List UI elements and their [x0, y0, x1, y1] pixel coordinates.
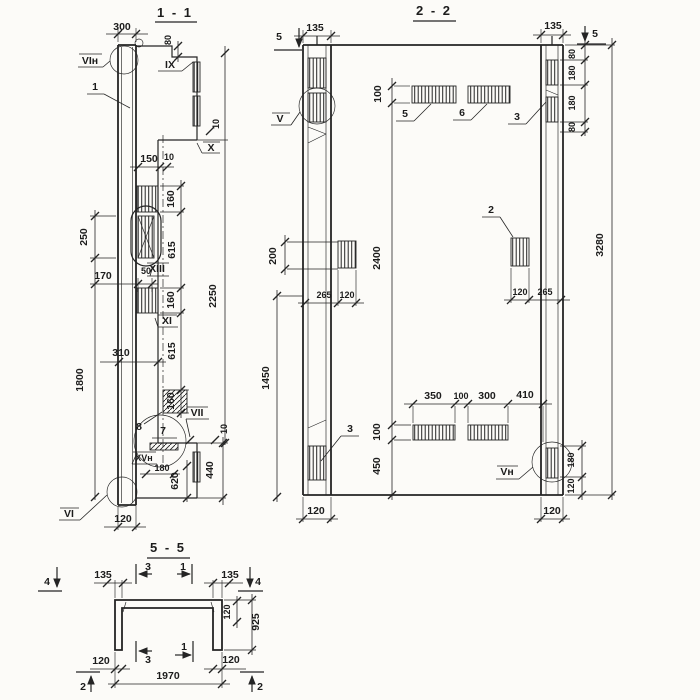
- marker-5-label: 5: [592, 28, 598, 40]
- dim-615-b: 615: [166, 342, 178, 360]
- marker-2-label: 2: [80, 681, 86, 693]
- dim-1970: 1970: [156, 670, 180, 682]
- dim-265-left: 265: [316, 290, 332, 300]
- label-XIII: XIII: [149, 263, 165, 275]
- dim-100-top: 100: [372, 85, 384, 103]
- label-XI: XI: [162, 315, 172, 327]
- dim-10-bottom: 10: [219, 423, 229, 435]
- dim-120-right: 120: [512, 287, 528, 297]
- dim-120-bottom-left: 120: [92, 655, 110, 667]
- section-marker-1-top: [177, 561, 192, 584]
- marker-2-label: 2: [257, 681, 263, 693]
- dim-410: 410: [516, 389, 534, 401]
- dim-150: 150: [140, 153, 158, 165]
- section-marker-1-bottom: [175, 641, 193, 662]
- section-marker-3-top: [136, 561, 152, 584]
- callout-1: 1: [92, 81, 98, 93]
- dim-120-right: 120: [222, 604, 232, 620]
- section-marker-4-right: [238, 567, 263, 591]
- label-VI: VI: [64, 508, 74, 520]
- callout-2: 2: [488, 204, 494, 216]
- dim-120-bottom-right: 120: [566, 478, 576, 494]
- dim-1800: 1800: [74, 368, 86, 392]
- corner-mark: [123, 602, 126, 612]
- dim-135-right: 135: [221, 569, 239, 581]
- dim-300: 300: [113, 21, 131, 33]
- section-marker-2-right: [240, 672, 264, 693]
- marker-5-label: 5: [276, 31, 282, 43]
- dim-135-left: 135: [94, 569, 112, 581]
- wall-outline: [118, 39, 143, 505]
- callout-8: 8: [136, 421, 142, 433]
- callout-3-top: 3: [514, 111, 520, 123]
- dim-50: 50: [140, 266, 152, 276]
- leader-lines: [271, 102, 546, 479]
- section-5-5: [38, 540, 264, 693]
- dim-620: 620: [169, 472, 181, 490]
- label-XVn: XVн: [135, 453, 153, 463]
- dim-100-mid: 100: [453, 391, 469, 401]
- section-5-5-title: 5 - 5: [149, 540, 187, 555]
- dim-2250: 2250: [207, 284, 219, 308]
- dim-80-a: 80: [567, 48, 577, 60]
- callout-5: 5: [402, 108, 408, 120]
- section-marker-5-left: [274, 28, 302, 50]
- dim-120-bottom-right: 120: [222, 654, 240, 666]
- section-marker-3-bottom: [136, 641, 152, 666]
- marker-1-label: 1: [180, 561, 186, 573]
- dim-265-right: 265: [537, 287, 553, 297]
- dim-160-a: 160: [165, 190, 177, 208]
- dim-100-bottom: 100: [371, 423, 383, 441]
- marker-4-label: 4: [44, 576, 50, 588]
- dim-120: 120: [114, 513, 132, 525]
- label-V: V: [276, 113, 284, 125]
- callout-3-bottom: 3: [347, 423, 353, 435]
- dim-180-bottom-right: 180: [566, 452, 576, 468]
- section-marker-5-right: [577, 26, 606, 44]
- dim-615-a: 615: [166, 241, 178, 259]
- dim-160-c: 160: [165, 392, 177, 410]
- dim-80: 80: [163, 34, 173, 46]
- label-X: X: [207, 142, 215, 154]
- marker-3-label: 3: [145, 654, 151, 666]
- dim-350: 350: [424, 390, 442, 402]
- marker-1-label: 1: [181, 641, 187, 653]
- dim-135-left: 135: [306, 22, 324, 34]
- dim-3280: 3280: [594, 233, 606, 257]
- dim-160-b: 160: [165, 291, 177, 309]
- section-marker-4-left: [38, 567, 62, 591]
- label-VIn: VIн: [81, 55, 99, 67]
- dim-925: 925: [250, 613, 262, 631]
- dim-180: 180: [154, 463, 170, 473]
- dim-310: 310: [112, 347, 130, 359]
- section-marker-2-left: [76, 672, 100, 693]
- section-2-2-title: 2 - 2: [415, 3, 453, 18]
- dim-120-foot-left: 120: [307, 505, 325, 517]
- section-1-1: [59, 5, 229, 531]
- dim-250: 250: [78, 228, 90, 246]
- dim-135-right: 135: [544, 20, 562, 32]
- detail-circle-VIn: [110, 46, 138, 74]
- callout-7: 7: [160, 425, 166, 437]
- dim-2400: 2400: [371, 246, 383, 270]
- dim-300: 300: [478, 390, 496, 402]
- dim-120-left: 120: [339, 290, 355, 300]
- dim-10-step: 10: [163, 152, 175, 162]
- dim-180-b: 180: [567, 95, 577, 111]
- dim-440: 440: [204, 461, 216, 479]
- dim-1450: 1450: [260, 366, 272, 390]
- marker-4-label: 4: [255, 576, 261, 588]
- rebar-hatches: [308, 58, 558, 480]
- dim-80-b: 80: [567, 121, 577, 133]
- label-VII: VII: [190, 407, 204, 419]
- label-Vn: Vн: [500, 466, 514, 478]
- marker-3-label: 3: [145, 561, 151, 573]
- section-2-2: [260, 3, 616, 523]
- label-IX: IX: [165, 59, 175, 71]
- dim-200: 200: [267, 247, 279, 265]
- dim-170: 170: [94, 270, 112, 282]
- section-1-1-title: 1 - 1: [156, 5, 194, 20]
- dim-10-top: 10: [211, 118, 221, 130]
- dim-120-foot-right: 120: [543, 505, 561, 517]
- callout-6: 6: [459, 107, 465, 119]
- dim-180-a: 180: [567, 65, 577, 81]
- channel-profile: [115, 600, 222, 650]
- dim-450: 450: [371, 457, 383, 475]
